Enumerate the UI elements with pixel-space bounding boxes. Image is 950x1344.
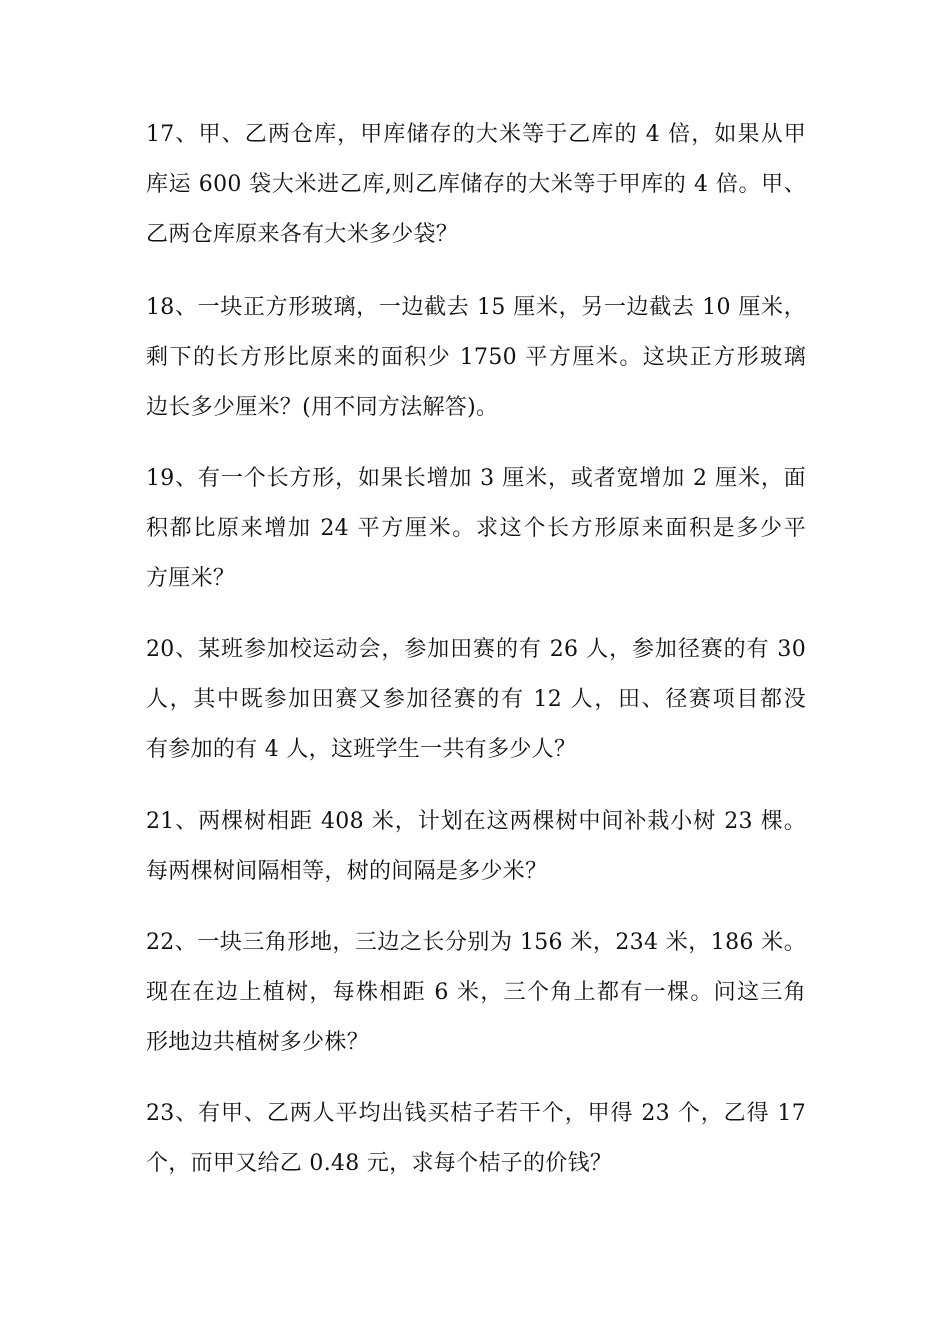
problem-line: 22、一块三角形地，三边之长分别为 156 米，234 米，186 米。 <box>146 930 806 955</box>
problem-line: 23、有甲、乙两人平均出钱买桔子若干个，甲得 23 个，乙得 17 <box>146 1101 806 1126</box>
problem-22 <box>146 918 806 1068</box>
problem-line: 积都比原来增加 24 平方厘米。求这个长方形原来面积是多少平 <box>146 516 806 541</box>
problem-18 <box>146 283 806 433</box>
problem-19 <box>146 454 806 604</box>
problem-line: 现在在边上植树，每株相距 6 米，三个角上都有一棵。问这三角 <box>146 980 806 1005</box>
problem-line: 方厘米？ <box>146 566 236 591</box>
problem-17 <box>146 110 806 260</box>
problem-line: 乙两仓库原来各有大米多少袋？ <box>146 222 459 247</box>
problem-line: 形地边共植树多少株？ <box>146 1030 370 1055</box>
problem-20 <box>146 625 806 775</box>
problem-line: 有参加的有 4 人，这班学生一共有多少人？ <box>146 737 577 762</box>
problem-line: 库运 600 袋大米进乙库,则乙库储存的大米等于甲库的 4 倍。甲、 <box>146 172 806 197</box>
problem-line: 19、有一个长方形，如果长增加 3 厘米，或者宽增加 2 厘米，面 <box>146 466 806 491</box>
problem-line: 18、一块正方形玻璃，一边截去 15 厘米，另一边截去 10 厘米， <box>146 295 806 320</box>
problem-line: 个，而甲又给乙 0.48 元，求每个桔子的价钱？ <box>146 1151 613 1176</box>
problem-line: 20、某班参加校运动会，参加田赛的有 26 人，参加径赛的有 30 <box>146 637 806 662</box>
problem-line: 人，其中既参加田赛又参加径赛的有 12 人，田、径赛项目都没 <box>146 687 806 712</box>
problem-line: 边长多少厘米？(用不同方法解答)。 <box>146 395 499 420</box>
problem-line: 17、甲、乙两仓库，甲库储存的大米等于乙库的 4 倍，如果从甲 <box>146 122 806 147</box>
problem-21 <box>146 797 806 897</box>
problem-line: 每两棵树间隔相等，树的间隔是多少米？ <box>146 859 548 884</box>
problem-line: 剩下的长方形比原来的面积少 1750 平方厘米。这块正方形玻璃 <box>146 345 806 370</box>
problem-23 <box>146 1089 806 1189</box>
problem-line: 21、两棵树相距 408 米，计划在这两棵树中间补栽小树 23 棵。 <box>146 809 806 834</box>
